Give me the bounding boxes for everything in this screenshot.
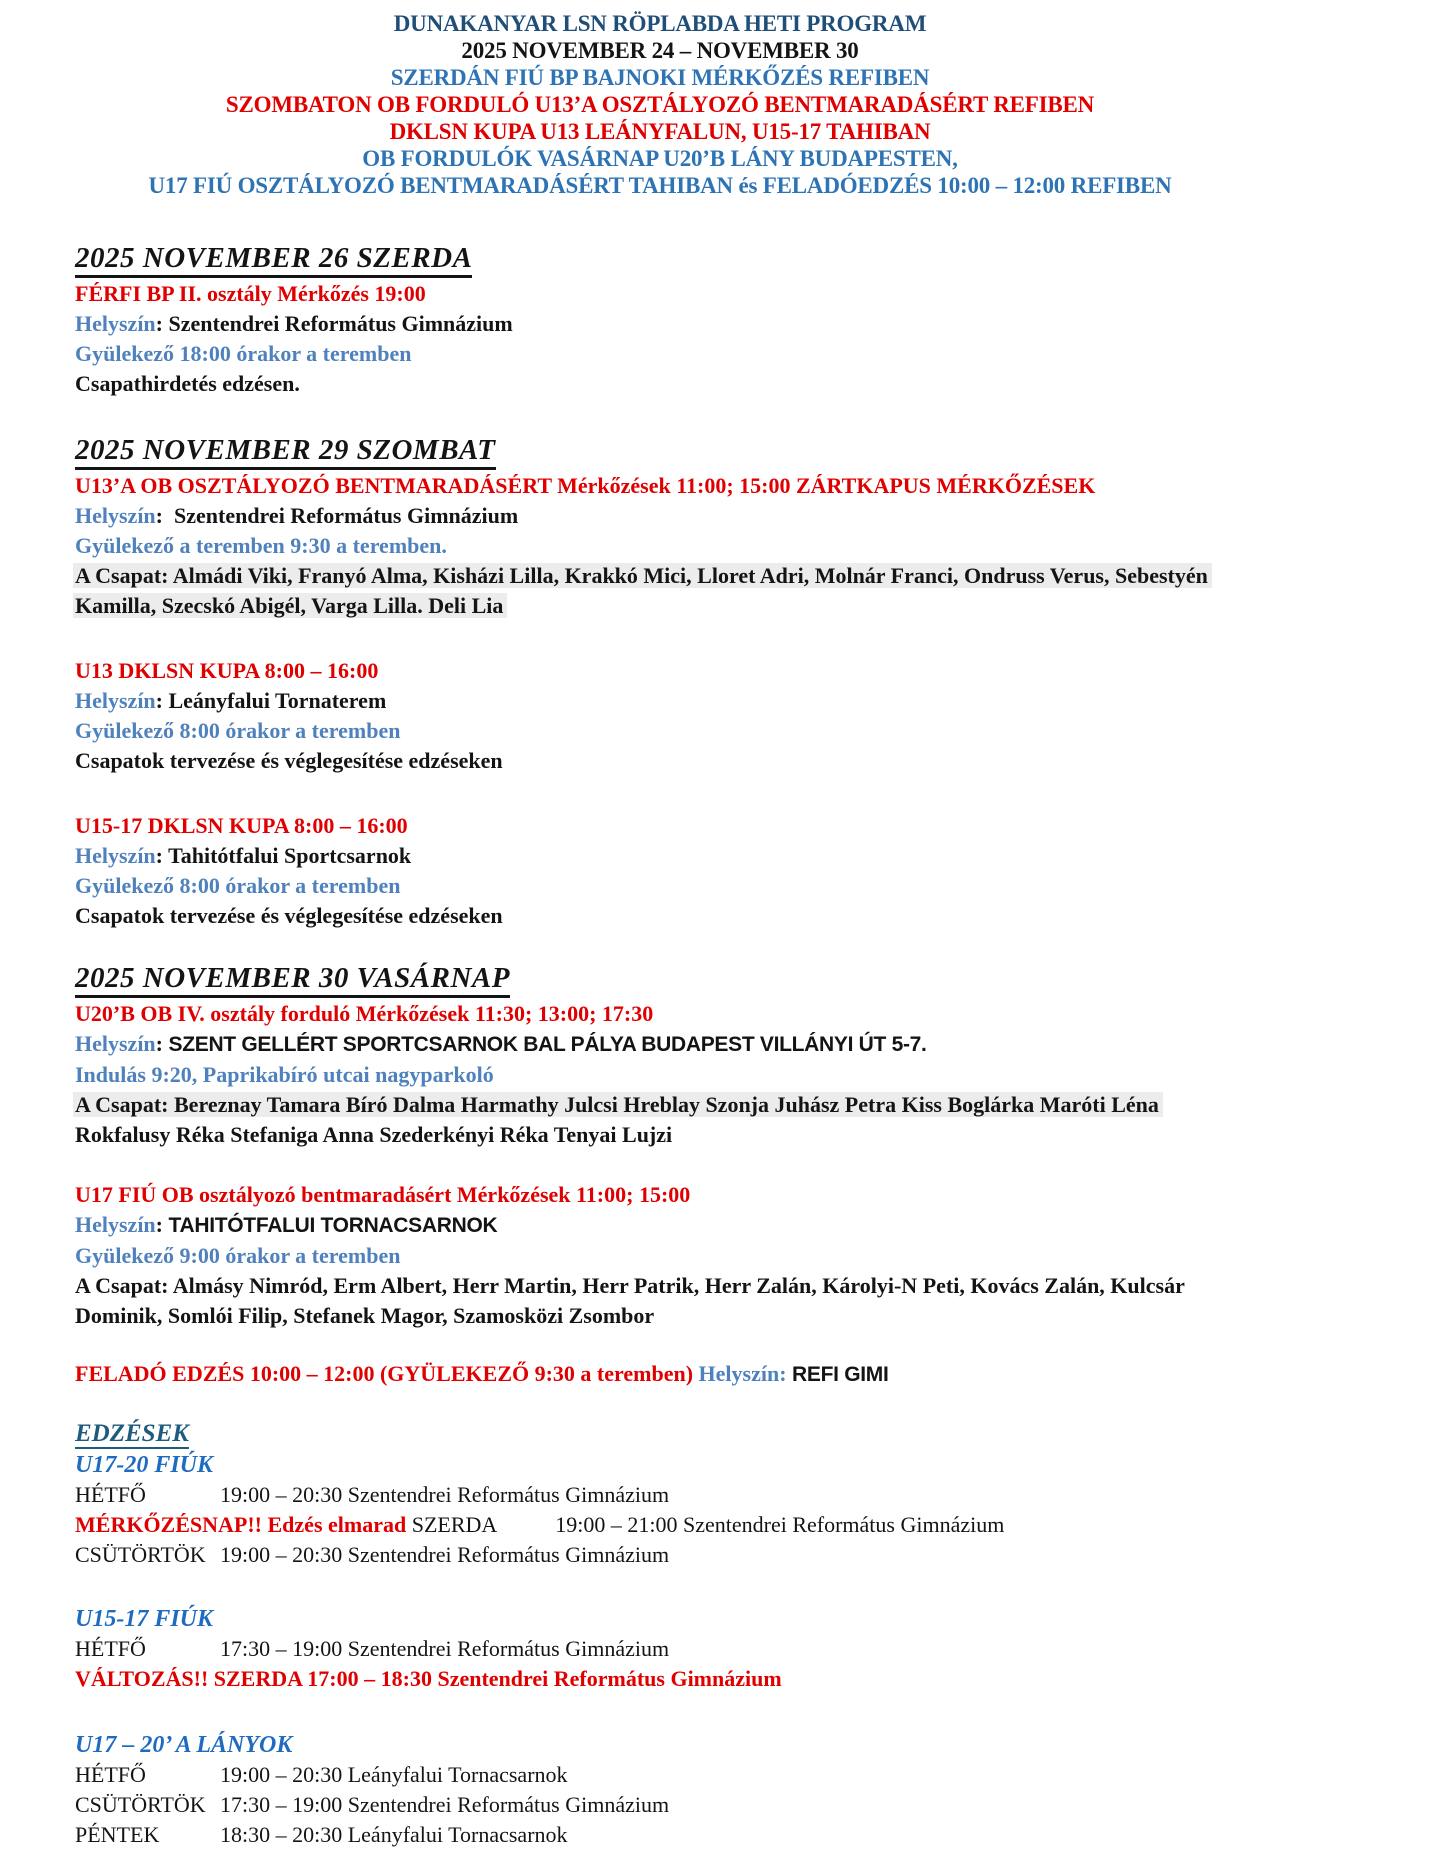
text-run: SZERDA xyxy=(406,1512,498,1537)
text-line xyxy=(75,1510,1385,1540)
text-run: Csapatok tervezése és véglegesítése edzéseken xyxy=(75,903,503,928)
text-run: MÉRKŐZÉSNAP!! Edzés elmarad xyxy=(75,1512,407,1537)
text-line xyxy=(75,531,1385,561)
text-line xyxy=(75,369,1385,399)
spacer xyxy=(75,199,1385,241)
text-run: U13 DKLSN KUPA 8:00 – 16:00 xyxy=(75,658,379,683)
spacer xyxy=(75,399,1385,433)
date-heading: 2025 NOVEMBER 26 SZERDA xyxy=(75,241,472,278)
text-run: A Csapat: Almádi Viki, Franyó Alma, Kisházi Lilla, Krakkó Mici, Lloret Adri, Molnár Franci, Ondruss Verus, Sebestyén xyxy=(75,563,1208,588)
spacer xyxy=(75,931,1385,961)
text-run: Dominik, Somlói Filip, Stefanek Magor, Szamosközi Zsombor xyxy=(75,1303,655,1328)
text-run: FÉRFI BP II. osztály Mérkőzés 19:00 xyxy=(75,281,426,306)
edzesek-heading-row xyxy=(75,1420,1385,1450)
text-run: REFI GIMI xyxy=(792,1363,889,1386)
header-line: U17 FIÚ OSZTÁLYOZÓ BENTMARADÁSÉRT TAHIBAN és FELADÓEDZÉS 10:00 – 12:00 REFIBEN xyxy=(148,173,1172,198)
text-line xyxy=(75,656,1385,686)
text-line xyxy=(75,871,1385,901)
time-place-cell: 17:30 – 19:00 Szentendrei Református Gimnázium xyxy=(220,1636,670,1661)
date-heading: 2025 NOVEMBER 30 VASÁRNAP xyxy=(75,961,510,998)
day-cell: CSÜTÖRTÖK xyxy=(75,1542,206,1567)
text-run: TAHITÓTFALUI TORNACSARNOK xyxy=(168,1214,498,1237)
text-line xyxy=(75,339,1385,369)
text-line xyxy=(75,1090,1385,1120)
text-run: Gyülekező 8:00 órakor a teremben xyxy=(75,718,401,743)
text-run: : xyxy=(155,1031,169,1056)
text-run: Helyszín xyxy=(75,843,156,868)
text-run: : Szentendrei Református Gimnázium xyxy=(155,503,519,528)
text-run: : Leányfalui Tornaterem xyxy=(155,688,387,713)
tab-gap xyxy=(497,1531,555,1532)
text-line xyxy=(75,901,1385,931)
spacer xyxy=(75,776,1385,811)
text-run: VÁLTOZÁS!! SZERDA 17:00 – 18:30 Szentendrei Református Gimnázium xyxy=(75,1666,782,1691)
edzesek-heading: EDZÉSEK xyxy=(75,1420,189,1447)
header-line: 2025 NOVEMBER 24 – NOVEMBER 30 xyxy=(461,38,859,63)
text-line xyxy=(75,1271,1385,1301)
text-line xyxy=(75,1359,1385,1390)
text-run: Gyülekező a teremben 9:30 a teremben. xyxy=(75,533,447,558)
text-run: Helyszín xyxy=(75,1212,156,1237)
schedule-day-row xyxy=(75,1540,1385,1570)
text-line xyxy=(75,686,1385,716)
text-run: U15-17 DKLSN KUPA 8:00 – 16:00 xyxy=(75,813,408,838)
text-line xyxy=(75,1060,1385,1090)
group-heading: U17-20 FIÚK xyxy=(75,1452,214,1478)
header-line: DUNAKANYAR LSN RÖPLABDA HETI PROGRAM xyxy=(393,11,927,36)
time-place-cell: 19:00 – 20:30 Szentendrei Református Gimnázium xyxy=(220,1542,670,1567)
schedule-day-row xyxy=(75,1790,1385,1820)
day-cell: PÉNTEK xyxy=(75,1822,160,1847)
text-run: Csapathirdetés edzésen. xyxy=(75,371,300,396)
text-run: Indulás 9:20, Paprikabíró utcai nagyparkoló xyxy=(75,1062,494,1087)
day-cell: HÉTFŐ xyxy=(75,1762,146,1787)
header-line: DKLSN KUPA U13 LEÁNYFALUN, U15-17 TAHIBAN xyxy=(389,119,931,144)
text-line xyxy=(75,501,1385,531)
text-line xyxy=(75,716,1385,746)
text-run: Rokfalusy Réka Stefaniga Anna Szederkényi Réka Tenyai Lujzi xyxy=(75,1122,673,1147)
text-run: : xyxy=(155,1212,169,1237)
schedule-day-row xyxy=(75,1760,1385,1790)
text-run: FELADÓ EDZÉS 10:00 – 12:00 (GYÜLEKEZŐ 9:30 a teremben) xyxy=(75,1361,699,1386)
text-line xyxy=(75,1301,1385,1331)
header-line: OB FORDULÓK VASÁRNAP U20’B LÁNY BUDAPESTEN, xyxy=(362,146,958,171)
text-line xyxy=(75,471,1385,501)
text-run: A Csapat: Almásy Nimród, Erm Albert, Herr Martin, Herr Patrik, Herr Zalán, Károlyi-N Peti, Kovács Zalán, Kulcsár xyxy=(75,1273,1185,1298)
date-heading: 2025 NOVEMBER 29 SZOMBAT xyxy=(75,433,496,470)
text-run: U13’A OB OSZTÁLYOZÓ BENTMARADÁSÉRT Mérkőzések 11:00; 15:00 ZÁRTKAPUS MÉRKŐZÉSEK xyxy=(75,473,1096,498)
text-line xyxy=(75,1210,1385,1241)
text-run: U20’B OB IV. osztály forduló Mérkőzések 11:30; 13:00; 17:30 xyxy=(75,1001,654,1026)
header-line: SZERDÁN FIÚ BP BAJNOKI MÉRKŐZÉS REFIBEN xyxy=(390,65,930,90)
text-run: Helyszín xyxy=(75,1031,156,1056)
day-cell: HÉTFŐ xyxy=(75,1482,146,1507)
spacer xyxy=(75,1150,1385,1180)
text-run: Helyszín xyxy=(75,688,156,713)
date-heading-row xyxy=(75,241,1385,279)
text-line xyxy=(75,561,1385,591)
date-heading-row xyxy=(75,961,1385,999)
text-run: Helyszín xyxy=(75,311,156,336)
program-header xyxy=(30,0,1290,199)
spacer xyxy=(75,621,1385,656)
text-run: : Szentendrei Református Gimnázium xyxy=(155,311,513,336)
schedule-day-row xyxy=(75,1480,1385,1510)
text-run: Helyszín: xyxy=(698,1361,793,1386)
text-line xyxy=(75,591,1385,621)
spacer xyxy=(75,1390,1385,1420)
text-run: Gyülekező 8:00 órakor a teremben xyxy=(75,873,401,898)
text-run: A Csapat: Bereznay Tamara Bíró Dalma Harmathy Julcsi Hreblay Szonja Juhász Petra Kiss Boglárka Maróti Léna xyxy=(75,1092,1159,1117)
text-run: Gyülekező 18:00 órakor a teremben xyxy=(75,341,412,366)
text-run: Csapatok tervezése és véglegesítése edzéseken xyxy=(75,748,503,773)
schedule-day-row xyxy=(75,1820,1385,1850)
text-line xyxy=(75,309,1385,339)
text-run: U17 FIÚ OB osztályozó bentmaradásért Mérkőzések 11:00; 15:00 xyxy=(75,1182,691,1207)
spacer xyxy=(75,1570,1385,1604)
text-run: 19:00 – 21:00 Szentendrei Református Gimnázium xyxy=(555,1512,1005,1537)
text-line xyxy=(75,1664,1385,1694)
day-cell: CSÜTÖRTÖK xyxy=(75,1792,206,1817)
schedule-day-row xyxy=(75,1634,1385,1664)
text-line xyxy=(75,1180,1385,1210)
day-cell: HÉTFŐ xyxy=(75,1636,146,1661)
text-line xyxy=(75,279,1385,309)
text-line xyxy=(75,1241,1385,1271)
time-place-cell: 19:00 – 20:30 Leányfalui Tornacsarnok xyxy=(220,1762,568,1787)
text-line xyxy=(75,1029,1385,1060)
text-line xyxy=(75,746,1385,776)
text-run: : Tahitótfalui Sportcsarnok xyxy=(155,843,412,868)
group-heading: U17 – 20’ A LÁNYOK xyxy=(75,1732,293,1758)
text-line xyxy=(75,999,1385,1029)
text-line xyxy=(75,1120,1385,1150)
spacer xyxy=(75,1694,1385,1730)
group-heading: U15-17 FIÚK xyxy=(75,1606,214,1632)
document-body xyxy=(0,199,1385,1850)
text-run: Kamilla, Szecskó Abigél, Varga Lilla. Deli Lia xyxy=(75,593,504,618)
header-line: SZOMBATON OB FORDULÓ U13’A OSZTÁLYOZÓ BENTMARADÁSÉRT REFIBEN xyxy=(225,92,1095,117)
text-run: Gyülekező 9:00 órakor a teremben xyxy=(75,1243,401,1268)
time-place-cell: 17:30 – 19:00 Szentendrei Református Gimnázium xyxy=(220,1792,670,1817)
time-place-cell: 18:30 – 20:30 Leányfalui Tornacsarnok xyxy=(220,1822,568,1847)
spacer xyxy=(75,1331,1385,1359)
text-run: Helyszín xyxy=(75,503,156,528)
text-run: SZENT GELLÉRT SPORTCSARNOK BAL PÁLYA BUDAPEST VILLÁNYI ÚT 5-7. xyxy=(168,1033,927,1056)
text-line xyxy=(75,811,1385,841)
date-heading-row xyxy=(75,433,1385,471)
time-place-cell: 19:00 – 20:30 Szentendrei Református Gimnázium xyxy=(220,1482,670,1507)
text-line xyxy=(75,841,1385,871)
